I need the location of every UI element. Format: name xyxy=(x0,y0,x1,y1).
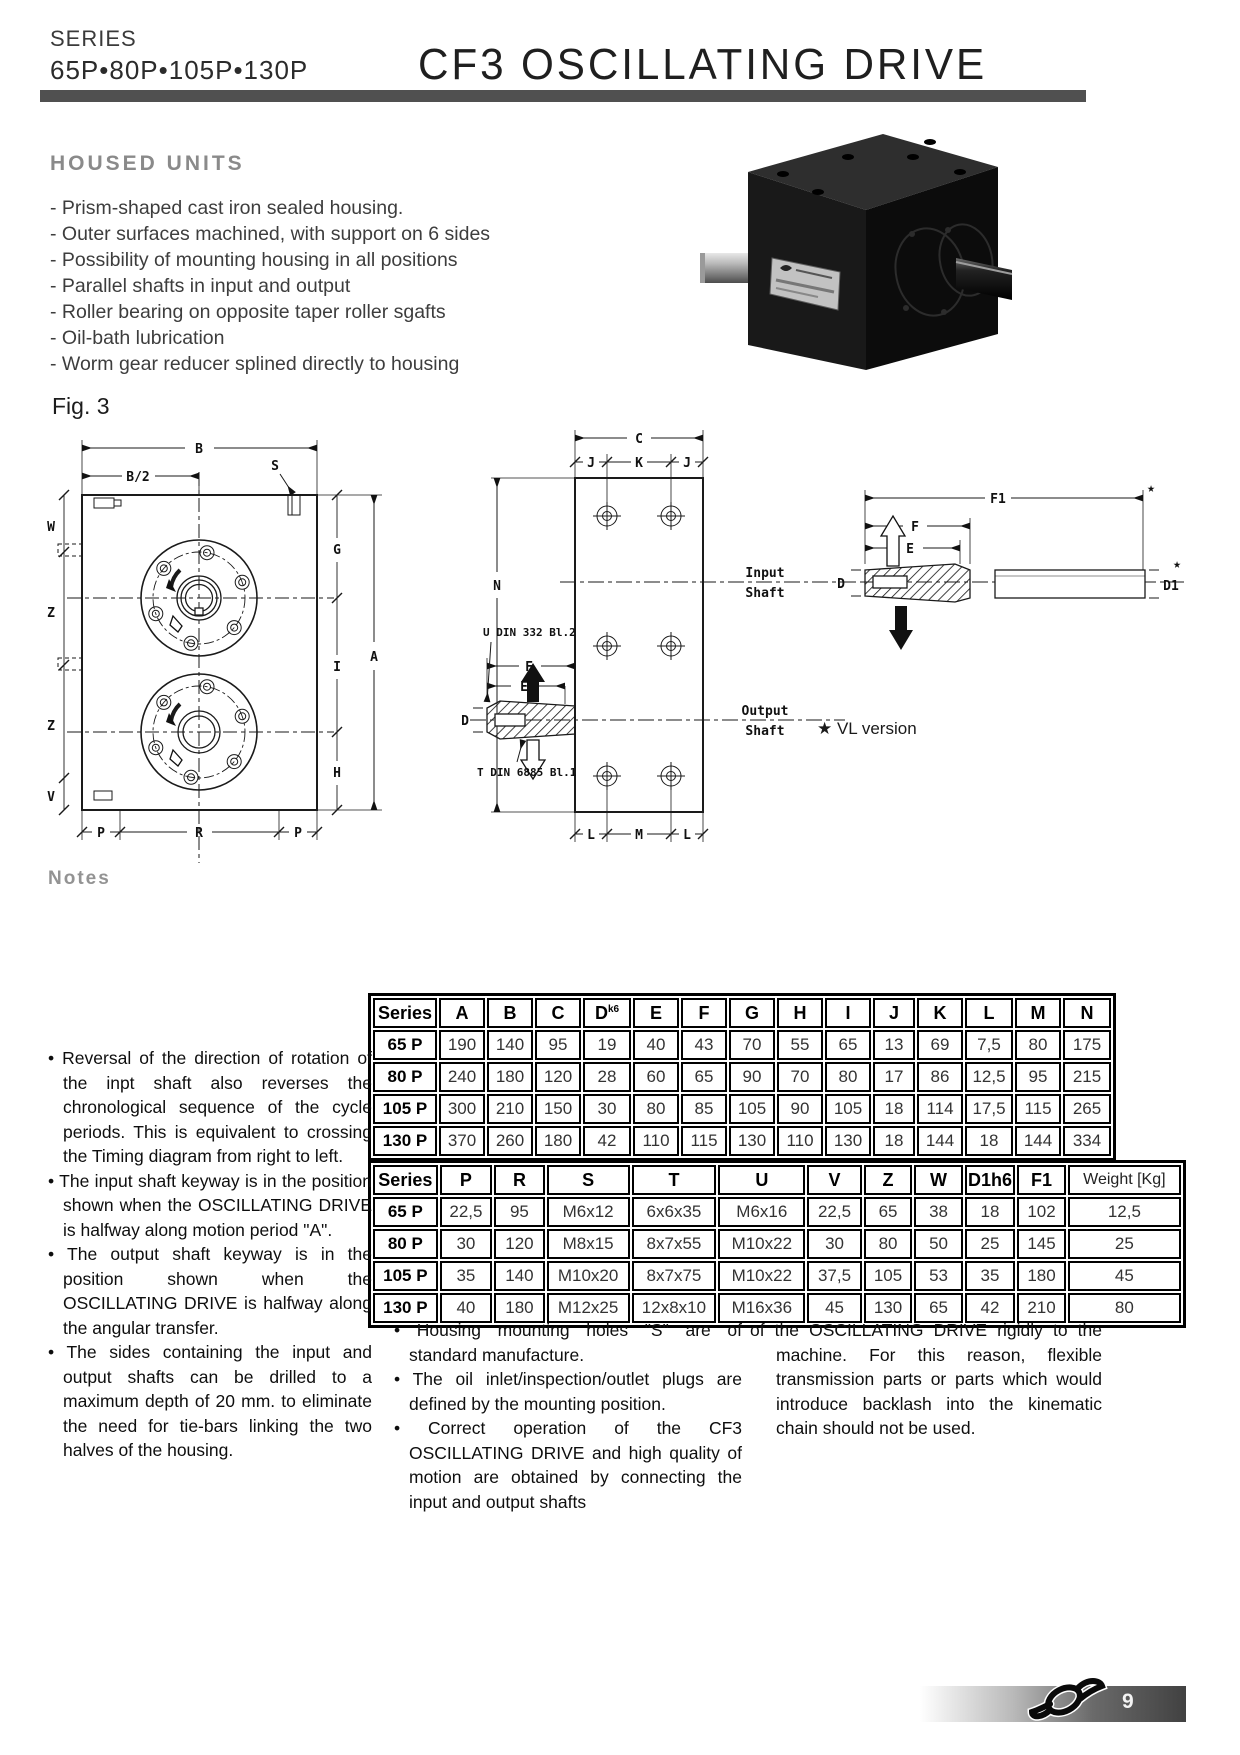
value-cell: 190 xyxy=(439,1030,485,1060)
value-cell: 105 xyxy=(864,1261,912,1291)
value-cell: 17 xyxy=(873,1062,915,1092)
value-cell: 180 xyxy=(1017,1261,1065,1291)
column-header: R xyxy=(494,1165,545,1195)
column-header: D1h6 xyxy=(965,1165,1016,1195)
value-cell: 334 xyxy=(1063,1126,1111,1156)
table-row xyxy=(373,1229,1181,1259)
dim-label-s: S xyxy=(271,459,279,474)
value-cell: 90 xyxy=(729,1062,775,1092)
column-header: A xyxy=(439,998,485,1028)
value-cell: 95 xyxy=(494,1197,545,1227)
vl-star-f1: ★ xyxy=(1147,481,1155,496)
series-cell: 105 P xyxy=(373,1094,437,1124)
notes-heading: Notes xyxy=(48,868,111,889)
table-row xyxy=(373,1126,1111,1156)
value-cell: 95 xyxy=(1015,1062,1061,1092)
value-cell: 65 xyxy=(864,1197,912,1227)
value-cell: 80 xyxy=(1068,1293,1181,1323)
column-header: M xyxy=(1015,998,1061,1028)
dim-label-b: B xyxy=(195,442,203,457)
dimension-table-2 xyxy=(368,1160,1186,1328)
value-cell: 45 xyxy=(1068,1261,1181,1291)
value-cell: 28 xyxy=(583,1062,631,1092)
value-cell: 37,5 xyxy=(807,1261,862,1291)
value-cell: 210 xyxy=(1017,1293,1065,1323)
value-cell: 69 xyxy=(917,1030,963,1060)
value-cell: 18 xyxy=(873,1126,915,1156)
output-shaft-label-line1: Output xyxy=(741,704,789,719)
value-cell: 30 xyxy=(583,1094,631,1124)
column-header: Weight [Kg] xyxy=(1068,1165,1181,1195)
value-cell: 215 xyxy=(1063,1062,1111,1092)
value-cell: 80 xyxy=(1015,1030,1061,1060)
column-header: C xyxy=(535,998,581,1028)
header-divider-bar xyxy=(40,90,1086,102)
list-item: • Housing mounting holes "S" are of standard manufacture. xyxy=(394,1320,742,1365)
value-cell: 120 xyxy=(535,1062,581,1092)
column-header: T xyxy=(632,1165,717,1195)
value-cell: 60 xyxy=(633,1062,679,1092)
vl-version-note: ★ VL version xyxy=(817,719,917,738)
value-cell: 110 xyxy=(777,1126,823,1156)
dim-label-d-input: D xyxy=(837,577,845,592)
housed-units-heading: HOUSED UNITS xyxy=(50,152,245,175)
dim-label-m: M xyxy=(635,828,643,843)
value-cell: 18 xyxy=(965,1197,1016,1227)
dim-label-g: G xyxy=(333,543,341,558)
value-cell: 38 xyxy=(914,1197,962,1227)
value-cell: 130 xyxy=(729,1126,775,1156)
value-cell: 86 xyxy=(917,1062,963,1092)
value-cell: 80 xyxy=(825,1062,871,1092)
dim-label-h: H xyxy=(333,766,341,781)
dim-label-b2: B/2 xyxy=(126,470,150,485)
column-header: E xyxy=(633,998,679,1028)
value-cell: 70 xyxy=(777,1062,823,1092)
value-cell: 300 xyxy=(439,1094,485,1124)
value-cell: 50 xyxy=(914,1229,962,1259)
column-header: F xyxy=(681,998,727,1028)
dim-label-a: A xyxy=(370,650,378,665)
value-cell: 65 xyxy=(914,1293,962,1323)
value-cell: 210 xyxy=(487,1094,533,1124)
value-cell: 130 xyxy=(864,1293,912,1323)
dim-label-e-input: E xyxy=(906,542,914,557)
column-header: J xyxy=(873,998,915,1028)
dim-label-z2: Z xyxy=(47,719,55,734)
value-cell: 110 xyxy=(633,1126,679,1156)
value-cell: 13 xyxy=(873,1030,915,1060)
dim-label-i: I xyxy=(333,660,341,675)
input-shaft-label-line2: Shaft xyxy=(745,586,785,601)
value-cell: 45 xyxy=(807,1293,862,1323)
value-cell: 35 xyxy=(965,1261,1016,1291)
table-row xyxy=(373,1197,1181,1227)
value-cell: 18 xyxy=(873,1094,915,1124)
table-row xyxy=(373,1030,1111,1060)
value-cell: 12,5 xyxy=(1068,1197,1181,1227)
column-header: G xyxy=(729,998,775,1028)
value-cell: 90 xyxy=(777,1094,823,1124)
series-cell: 65 P xyxy=(373,1197,438,1227)
left-view-drawing xyxy=(42,420,427,865)
value-cell: 22,5 xyxy=(440,1197,493,1227)
dim-label-j1: J xyxy=(587,456,595,471)
value-cell: 80 xyxy=(864,1229,912,1259)
value-cell: 80 xyxy=(633,1094,679,1124)
dim-label-d-output: D xyxy=(461,714,469,729)
brand-logo xyxy=(1026,1662,1110,1736)
column-header: W xyxy=(914,1165,962,1195)
dim-label-d1: D1 xyxy=(1163,579,1179,594)
series-cell: 130 P xyxy=(373,1293,438,1323)
table-row xyxy=(373,1261,1181,1291)
notes-column-3 xyxy=(750,1318,1102,1441)
list-item: - Outer surfaces machined, with support on 6 sides xyxy=(50,223,491,245)
list-item: - Worm gear reducer splined directly to housing xyxy=(50,353,460,375)
dim-label-e-output: E xyxy=(520,680,528,695)
column-header: I xyxy=(825,998,871,1028)
column-header: Series xyxy=(373,1165,438,1195)
value-cell: 265 xyxy=(1063,1094,1111,1124)
dim-label-p1: P xyxy=(97,826,105,841)
vl-star-d1: ★ xyxy=(1173,557,1181,572)
column-header: F1 xyxy=(1017,1165,1065,1195)
dim-label-p2: P xyxy=(294,826,302,841)
value-cell: 102 xyxy=(1017,1197,1065,1227)
dim-label-z1: Z xyxy=(47,606,55,621)
value-cell: 145 xyxy=(1017,1229,1065,1259)
figure-label: Fig. 3 xyxy=(52,393,110,419)
series-cell: 105 P xyxy=(373,1261,438,1291)
value-cell: 114 xyxy=(917,1094,963,1124)
dim-label-k: K xyxy=(635,456,643,471)
value-cell: 35 xyxy=(440,1261,493,1291)
value-cell: 144 xyxy=(1015,1126,1061,1156)
value-cell: 53 xyxy=(914,1261,962,1291)
center-view-drawing xyxy=(425,420,1190,865)
list-item: - Prism-shaped cast iron sealed housing. xyxy=(50,197,404,219)
dim-label-c: C xyxy=(635,432,643,447)
dim-label-r: R xyxy=(195,826,203,841)
column-header: B xyxy=(487,998,533,1028)
output-shaft-label-line2: Shaft xyxy=(745,724,785,739)
value-cell: 120 xyxy=(494,1229,545,1259)
value-cell: 260 xyxy=(487,1126,533,1156)
value-cell: 115 xyxy=(1015,1094,1061,1124)
dim-label-f-input: F xyxy=(911,520,919,535)
value-cell: 19 xyxy=(583,1030,631,1060)
column-header: N xyxy=(1063,998,1111,1028)
value-cell: M6x12 xyxy=(547,1197,630,1227)
dim-label-j2: J xyxy=(683,456,691,471)
column-header: S xyxy=(547,1165,630,1195)
value-cell: M6x16 xyxy=(718,1197,805,1227)
column-header: U xyxy=(718,1165,805,1195)
value-cell: 140 xyxy=(494,1261,545,1291)
value-cell: 105 xyxy=(825,1094,871,1124)
value-cell: 180 xyxy=(487,1062,533,1092)
dim-label-l1: L xyxy=(587,828,595,843)
series-cell: 80 P xyxy=(373,1062,437,1092)
dim-label-f-output: F xyxy=(525,660,533,675)
series-cell: 65 P xyxy=(373,1030,437,1060)
value-cell: 42 xyxy=(583,1126,631,1156)
value-cell: M8x15 xyxy=(547,1229,630,1259)
dim-label-w: W xyxy=(47,520,55,535)
series-cell: 80 P xyxy=(373,1229,438,1259)
notes-column-2 xyxy=(394,1318,742,1514)
list-item: - Roller bearing on opposite taper roller sgafts xyxy=(50,301,446,323)
value-cell: 30 xyxy=(807,1229,862,1259)
input-shaft-photo xyxy=(700,253,754,283)
value-cell: 55 xyxy=(777,1030,823,1060)
series-models: 65P•80P•105P•130P xyxy=(50,55,309,85)
value-cell: M10x22 xyxy=(718,1261,805,1291)
list-item: • The sides containing the input and output shafts can be drilled to a maximum depth of 20 mm. to eliminate the need for tie-bars linking the two halves of the housing. xyxy=(48,1342,372,1460)
value-cell: 95 xyxy=(535,1030,581,1060)
value-cell: 175 xyxy=(1063,1030,1111,1060)
value-cell: 140 xyxy=(487,1030,533,1060)
value-cell: 7,5 xyxy=(965,1030,1013,1060)
value-cell: 105 xyxy=(729,1094,775,1124)
value-cell: 85 xyxy=(681,1094,727,1124)
value-cell: 370 xyxy=(439,1126,485,1156)
value-cell: 25 xyxy=(965,1229,1016,1259)
value-cell: 43 xyxy=(681,1030,727,1060)
column-header: $D^{k6}$ xyxy=(583,998,631,1028)
value-cell: 22,5 xyxy=(807,1197,862,1227)
value-cell: 30 xyxy=(440,1229,493,1259)
column-header: H xyxy=(777,998,823,1028)
table-row xyxy=(373,1094,1111,1124)
list-item: - Possibility of mounting housing in all positions xyxy=(50,249,458,271)
value-cell: M16x36 xyxy=(718,1293,805,1323)
list-item: • Correct operation of the CF3 OSCILLATING DRIVE and high quality of motion are obtained by connecting the input and output shafts xyxy=(394,1418,742,1512)
column-header: L xyxy=(965,998,1013,1028)
page-number: 9 xyxy=(1122,1690,1134,1713)
list-item: - Parallel shafts in input and output xyxy=(50,275,351,297)
value-cell: 12,5 xyxy=(965,1062,1013,1092)
value-cell: 12x8x10 xyxy=(632,1293,717,1323)
input-shaft-label-line1: Input xyxy=(745,566,785,581)
value-cell: 8x7x55 xyxy=(632,1229,717,1259)
list-item: - Oil-bath lubrication xyxy=(50,327,225,349)
value-cell: 65 xyxy=(681,1062,727,1092)
value-cell: 8x7x75 xyxy=(632,1261,717,1291)
dim-label-n: N xyxy=(493,579,501,594)
value-cell: 65 xyxy=(825,1030,871,1060)
value-cell: 40 xyxy=(633,1030,679,1060)
t-din-callout: T DIN 6885 Bl.1 xyxy=(477,766,577,779)
value-cell: 17,5 xyxy=(965,1094,1013,1124)
value-cell: 6x6x35 xyxy=(632,1197,717,1227)
list-item: • The output shaft keyway is in the position shown when the OSCILLATING DRIVE is halfway along the angular transfer. xyxy=(48,1244,372,1338)
value-cell: 240 xyxy=(439,1062,485,1092)
value-cell: M12x25 xyxy=(547,1293,630,1323)
value-cell: 115 xyxy=(681,1126,727,1156)
value-cell: 180 xyxy=(535,1126,581,1156)
dim-label-l2: L xyxy=(683,828,691,843)
value-cell: 180 xyxy=(494,1293,545,1323)
dim-label-v: V xyxy=(47,790,55,805)
list-item: • The input shaft keyway is in the position shown when the OSCILLATING DRIVE is halfway along motion period "A". xyxy=(48,1170,372,1240)
column-header: Series xyxy=(373,998,437,1028)
column-header: P xyxy=(440,1165,493,1195)
column-header: Z xyxy=(864,1165,912,1195)
list-item: • Reversal of the direction of rotation of the inpt shaft also reverses the chronological sequence of the cycle periods. This is equivalent to crossing the Timing diagram from right to left. xyxy=(48,1048,372,1166)
product-photo xyxy=(698,112,1014,378)
value-cell: 70 xyxy=(729,1030,775,1060)
column-header: K xyxy=(917,998,963,1028)
page-title: CF3 OSCILLATING DRIVE xyxy=(418,40,988,89)
u-din-callout: U DIN 332 Bl.2 xyxy=(483,626,576,639)
value-cell: 150 xyxy=(535,1094,581,1124)
value-cell: 25 xyxy=(1068,1229,1181,1259)
housing-box-photo xyxy=(748,134,999,370)
value-cell: M10x22 xyxy=(718,1229,805,1259)
value-cell: 130 xyxy=(825,1126,871,1156)
notes-continuation: of the OSCILLATING DRIVE rigidly to the machine. For this reason, flexible transmission parts or parts which would introduce backlash into the kinematic chain should not be used. xyxy=(750,1320,1102,1438)
dimension-table-1 xyxy=(368,993,1116,1161)
dim-label-f1: F1 xyxy=(990,492,1006,507)
value-cell: 144 xyxy=(917,1126,963,1156)
list-item: • The oil inlet/inspection/outlet plugs are defined by the mounting position. xyxy=(394,1369,742,1414)
series-cell: 130 P xyxy=(373,1126,437,1156)
value-cell: M10x20 xyxy=(547,1261,630,1291)
column-header: V xyxy=(807,1165,862,1195)
series-label: SERIES xyxy=(50,26,137,51)
feature-list xyxy=(50,195,610,377)
notes-column-1 xyxy=(48,1046,372,1463)
table-row xyxy=(373,1062,1111,1092)
value-cell: 40 xyxy=(440,1293,493,1323)
value-cell: 42 xyxy=(965,1293,1016,1323)
value-cell: 18 xyxy=(965,1126,1013,1156)
